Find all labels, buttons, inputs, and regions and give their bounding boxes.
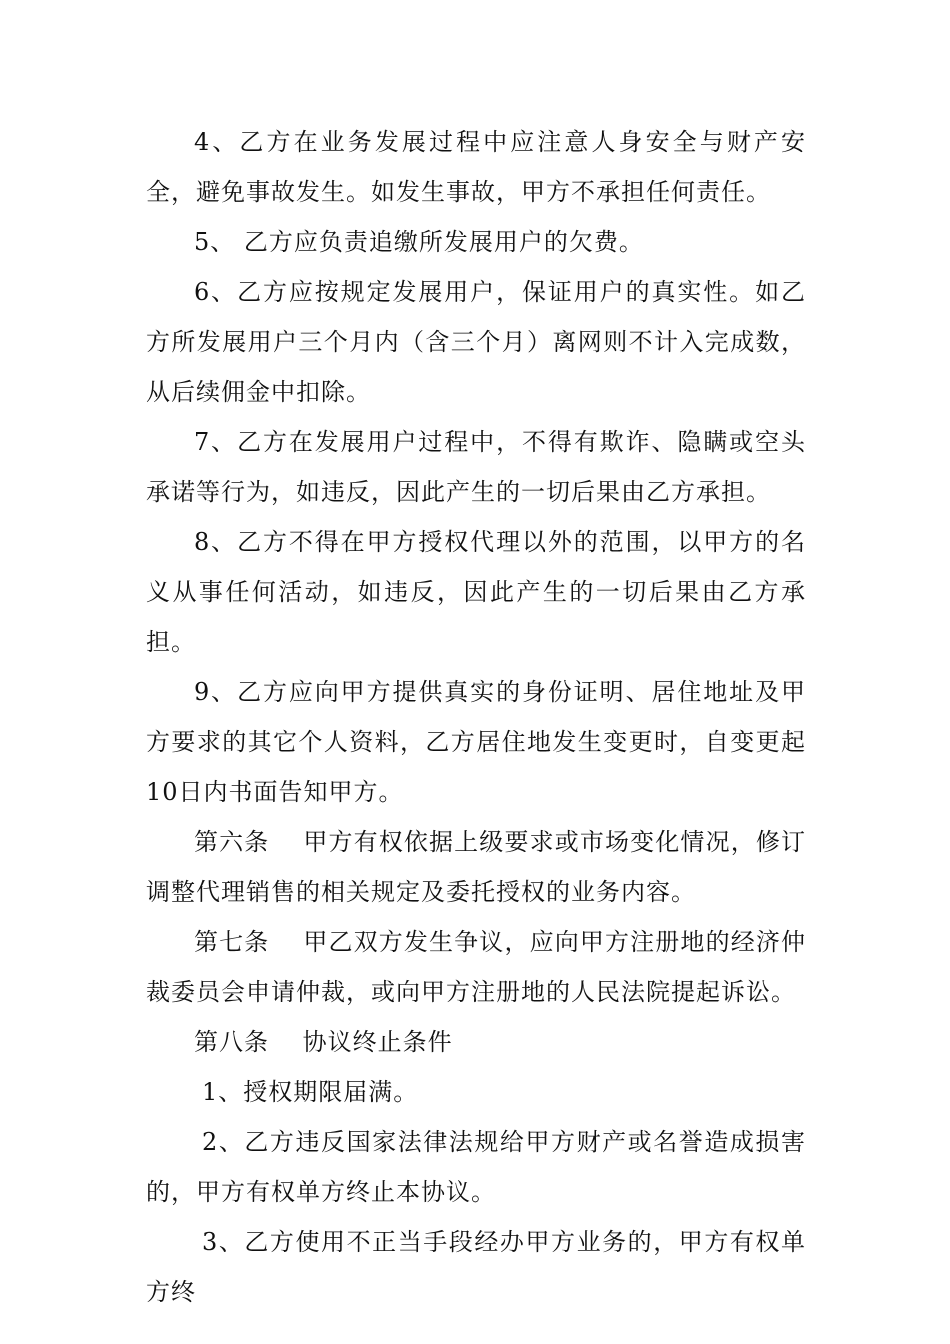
clause-item-5: 5、 乙方应负责追缴所发展用户的欠费。	[194, 228, 644, 256]
clause-item-7: 7、乙方在发展用户过程中，不得有欺诈、隐瞒或空头承诺等行为，如违反，因此产生的一切后果由乙方承担。	[146, 428, 806, 506]
article-7: 第七条 甲乙双方发生争议，应向甲方注册地的经济仲裁委员会申请仲裁，或向甲方注册地的人民法院提起诉讼。	[146, 928, 806, 1006]
termination-item-1: 1、授权期限届满。	[202, 1078, 419, 1106]
termination-item-2: 2、乙方违反国家法律法规给甲方财产或名誉造成损害的，甲方有权单方终止本协议。	[146, 1128, 806, 1206]
document-body	[146, 117, 806, 1317]
termination-item-3: 3、乙方使用不正当手段经办甲方业务的，甲方有权单方终	[146, 1228, 806, 1306]
article-8-heading: 第八条 协议终止条件	[194, 1028, 453, 1056]
clause-item-8: 8、乙方不得在甲方授权代理以外的范围，以甲方的名义从事任何活动，如违反，因此产生的一切后果由乙方承担。	[146, 528, 806, 656]
clause-item-6: 6、乙方应按规定发展用户，保证用户的真实性。如乙方所发展用户三个月内（含三个月）离网则不计入完成数，从后续佣金中扣除。	[146, 278, 806, 406]
clause-item-9: 9、乙方应向甲方提供真实的身份证明、居住地址及甲方要求的其它个人资料，乙方居住地发生变更时，自变更起10日内书面告知甲方。	[146, 678, 806, 806]
article-6: 第六条 甲方有权依据上级要求或市场变化情况，修订调整代理销售的相关规定及委托授权的业务内容。	[146, 828, 806, 906]
clause-item-4: 4、乙方在业务发展过程中应注意人身安全与财产安全，避免事故发生。如发生事故，甲方不承担任何责任。	[146, 128, 806, 206]
